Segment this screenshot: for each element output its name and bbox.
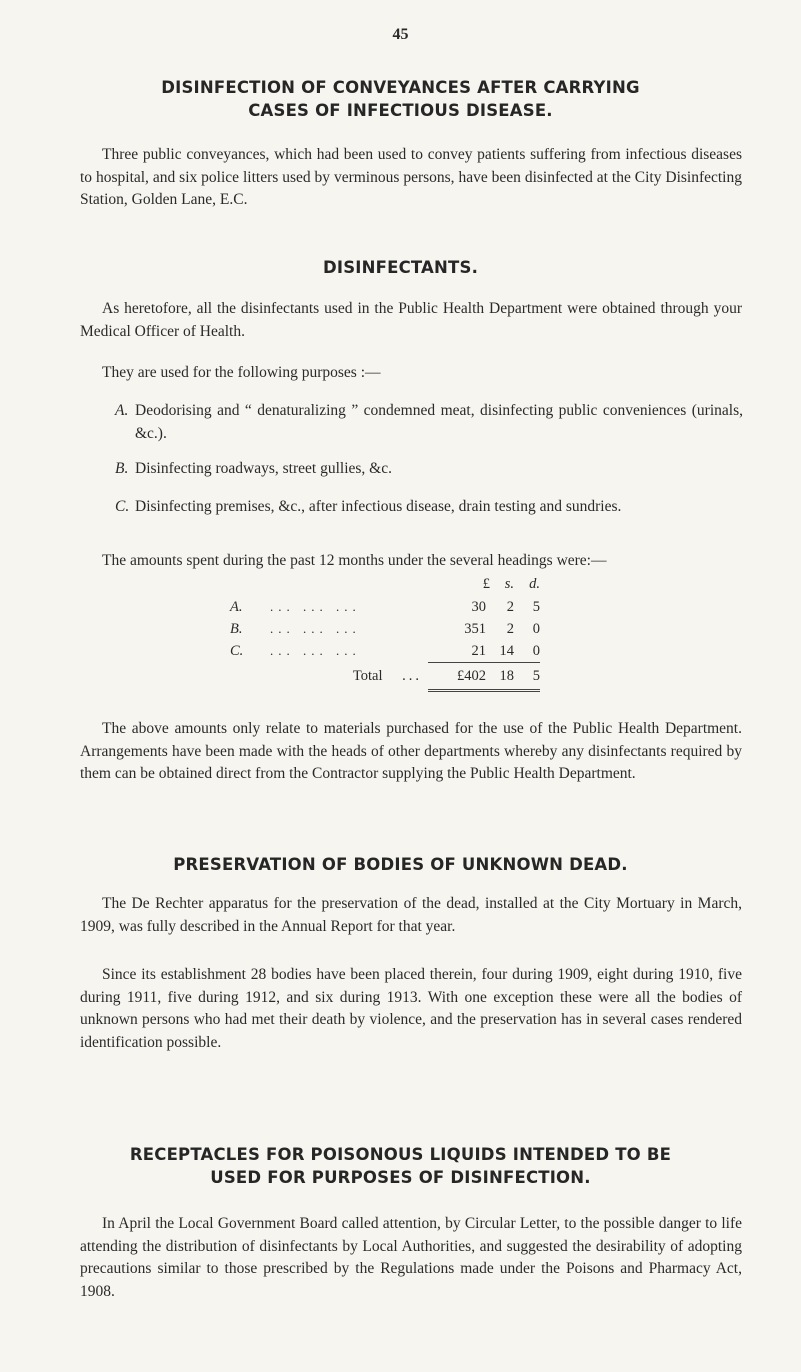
header-pence: d. <box>529 575 540 592</box>
conveyances-body: Three public conveyances, which had been used to convey patients suffering from infectious diseases to hospital, and six police litters used by verminous persons, have been disinfected at the City Disinfecting Station, Golden Lane, E.C. <box>80 146 742 208</box>
row-label: B. <box>230 620 243 637</box>
row-pence: 5 <box>532 598 540 615</box>
total-pounds: £402 <box>428 663 490 691</box>
total-shillings: 18 <box>490 663 514 691</box>
disinfectants-note: The above amounts only relate to materials purchased for the use of the Public Health Department. Arrangements have been made with the heads of other departments whereby any disinfectants required by them can be obtained direct from the Contractor supplying the Public Health Department. <box>80 720 742 782</box>
purpose-label: B. <box>115 460 129 477</box>
amounts-table <box>230 572 540 692</box>
preservation-para-2: Since its establishment 28 bodies have been placed therein, four during 1909, eight during 1910, five during 1911, five during 1912, and six during 1913. With one exception these were all the bodies of unknown persons who had met their death by violence, and the preservation has in several cases rendered identification possible. <box>80 966 742 1051</box>
disinfectants-intro: As heretofore, all the disinfectants used in the Public Health Department were obtained through your Medical Officer of Health. <box>80 300 742 340</box>
purpose-item-a <box>115 400 743 445</box>
row-pence: 0 <box>532 642 540 659</box>
header-shillings: s. <box>504 575 514 592</box>
purpose-text: Disinfecting premises, &c., after infectious disease, drain testing and sundries. <box>135 498 622 515</box>
row-shillings: 2 <box>506 598 514 615</box>
total-label-cell <box>230 663 428 691</box>
amounts-lead: The amounts spent during the past 12 months under the several headings were:— <box>102 552 607 569</box>
row-shillings: 14 <box>499 642 514 659</box>
receptacles-heading <box>60 1143 741 1189</box>
row-label: A. <box>230 598 243 615</box>
receptacles-title-line-2: USED FOR PURPOSES OF DISINFECTION. <box>210 1168 591 1187</box>
row-label: C. <box>230 642 244 659</box>
receptacles-title-line-1: RECEPTACLES FOR POISONOUS LIQUIDS INTENDED TO BE <box>129 1145 672 1164</box>
table-row <box>230 640 540 663</box>
leader-dots: ... ... ... <box>270 621 361 636</box>
purposes-lead: They are used for the following purposes :— <box>102 364 381 381</box>
total-pence: 5 <box>514 663 540 691</box>
receptacles-body: In April the Local Government Board called attention, by Circular Letter, to the possible danger to life attending the distribution of disinfectants by Local Authorities, and suggested the desirability of adopting precautions similar to those prescribed by the Regulations made under the Poisons and Pharmacy Act, 1908. <box>80 1215 742 1300</box>
purpose-label: C. <box>115 498 130 515</box>
conveyances-heading <box>60 76 741 122</box>
row-pounds: 351 <box>464 620 486 637</box>
preservation-para-1: The De Rechter apparatus for the preservation of the dead, installed at the City Mortuary in March, 1909, was fully described in the Annual Report for that year. <box>80 895 742 935</box>
purpose-item-b <box>115 458 743 481</box>
purpose-item-c <box>115 496 743 519</box>
purpose-label: A. <box>115 402 129 419</box>
purpose-text: Deodorising and “ denaturalizing ” condemned meat, disinfecting public conveniences (urinals, &c.). <box>135 402 743 442</box>
disinfectants-heading: DISINFECTANTS. <box>322 258 479 277</box>
conveyances-title-line-1: DISINFECTION OF CONVEYANCES AFTER CARRYING <box>161 78 640 97</box>
total-row <box>230 663 540 691</box>
header-pounds: £ <box>482 575 490 592</box>
table-row <box>230 618 540 640</box>
total-label: Total <box>352 668 383 684</box>
total-dots: ... <box>402 668 422 684</box>
row-pence: 0 <box>532 620 540 637</box>
preservation-heading: PRESERVATION OF BODIES OF UNKNOWN DEAD. <box>173 855 628 874</box>
row-pounds: 21 <box>471 642 486 659</box>
table-row <box>230 596 540 618</box>
leader-dots: ... ... ... <box>270 599 361 614</box>
amounts-header-row <box>230 572 540 596</box>
row-shillings: 2 <box>506 620 514 637</box>
conveyances-title-line-2: CASES OF INFECTIOUS DISEASE. <box>248 101 553 120</box>
leader-dots: ... ... ... <box>270 643 361 659</box>
purpose-text: Disinfecting roadways, street gullies, &c. <box>135 460 392 477</box>
page-number: 45 <box>392 26 409 43</box>
row-pounds: 30 <box>471 598 486 615</box>
